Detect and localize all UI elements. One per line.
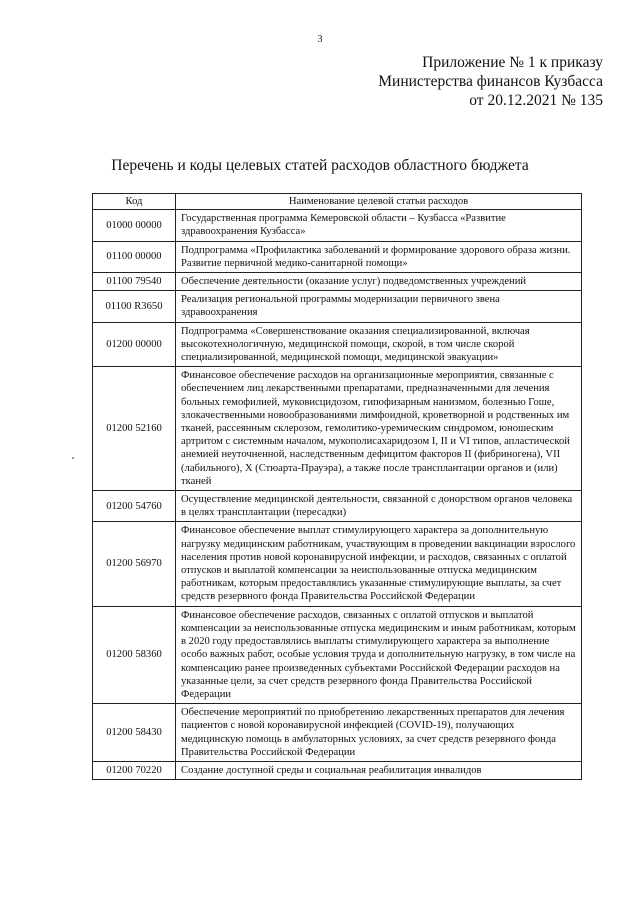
scan-speck <box>72 457 74 459</box>
header-line-3: от 20.12.2021 № 135 <box>469 92 603 109</box>
table-row <box>93 704 582 762</box>
row-code: 01000 00000 <box>93 210 176 241</box>
row-code: 01200 00000 <box>93 322 176 367</box>
table-header-row <box>93 194 582 210</box>
row-name: Подпрограмма «Профилактика заболеваний и формирование здорового образа жизни. Развитие первичной медико-санитарной помощи» <box>176 241 582 272</box>
row-name: Финансовое обеспечение расходов на организационные мероприятия, связанные с обеспечением лиц лекарственными препаратами, предназначенными для лечения больных гемофилией, муковисцидозом, гипофизарным нанизмом, болезнью Гоше, злокачественными новообразованиями лимфоидной, кроветворной и родственных им тканей, рассеянным склерозом, гемолитико-уремическим синдромом, юношеским артритом с системным началом, мукополисахаридозом I, II и VI типов, апластической анемией неуточненной, наследственным дефицитом факторов II (фибриногена), VII (лабильного), X (Стюарта-Прауэра), а также после трансплантации органов и (или) тканей <box>176 367 582 491</box>
table-row <box>93 761 582 779</box>
row-code: 01200 52160 <box>93 367 176 491</box>
column-header-name: Наименование целевой статьи расходов <box>176 194 582 210</box>
row-name: Реализация региональной программы модернизации первичного звена здравоохранения <box>176 291 582 322</box>
header-line-2: Министерства финансов Кузбасса <box>378 73 603 90</box>
table-row <box>93 491 582 522</box>
approval-header <box>378 53 603 110</box>
table-row <box>93 606 582 703</box>
table-row <box>93 273 582 291</box>
table-row <box>93 291 582 322</box>
row-code: 01200 54760 <box>93 491 176 522</box>
row-name: Финансовое обеспечение расходов, связанных с оплатой отпусков и выплатой компенсации за неиспользованные отпуска медицинским и иным работникам, которым в 2020 году предоставлялись выплаты стимулирующего характера за выполнение особо важных работ, особые условия труда и дополнительную нагрузку, в том числе на компенсацию ранее произведенных субъектами Российской Федерации расходов на указанные цели, за счет средств резервного фонда Правительства Российской Федерации <box>176 606 582 703</box>
row-name: Осуществление медицинской деятельности, связанной с донорством органов человека в целях трансплантации (пересадки) <box>176 491 582 522</box>
row-name: Обеспечение деятельности (оказание услуг) подведомственных учреждений <box>176 273 582 291</box>
row-name: Подпрограмма «Совершенствование оказания специализированной, включая высокотехнологичную, медицинской помощи, скорой, в том числе скорой специализированной, медицинской помощи, медицинской эвакуации» <box>176 322 582 367</box>
column-header-code: Код <box>93 194 176 210</box>
header-line-1: Приложение № 1 к приказу <box>422 54 603 71</box>
table-row <box>93 522 582 606</box>
table-row <box>93 367 582 491</box>
row-name: Финансовое обеспечение выплат стимулирующего характера за дополнительную нагрузку медицинским работникам, участвующим в проведении вакцинации взрослого населения против новой коронавирусной инфекции, и расходов, связанных с оплатой отпусков и выплатой компенсации за неиспользованные отпуска медицинским работникам, которым предоставлялись указанные стимулирующие выплаты, за счет средств резервного фонда Правительства Российской Федерации <box>176 522 582 606</box>
row-code: 01200 70220 <box>93 761 176 779</box>
table-row <box>93 241 582 272</box>
row-code: 01200 56970 <box>93 522 176 606</box>
table-row <box>93 210 582 241</box>
page-number: 3 <box>317 34 323 45</box>
row-name: Государственная программа Кемеровской области – Кузбасса «Развитие здравоохранения Кузбасса» <box>176 210 582 241</box>
row-name: Обеспечение мероприятий по приобретению лекарственных препаратов для лечения пациентов с новой коронавирусной инфекцией (COVID-19), получающих медицинскую помощь в амбулаторных условиях, за счет средств резервного фонда Правительства Российской Федерации <box>176 704 582 762</box>
row-code: 01100 00000 <box>93 241 176 272</box>
row-code: 01100 79540 <box>93 273 176 291</box>
target-articles-table <box>92 193 582 780</box>
document-title: Перечень и коды целевых статей расходов областного бюджета <box>111 157 529 174</box>
row-code: 01200 58430 <box>93 704 176 762</box>
row-name: Создание доступной среды и социальная реабилитация инвалидов <box>176 761 582 779</box>
row-code: 01100 R3650 <box>93 291 176 322</box>
table-row <box>93 322 582 367</box>
row-code: 01200 58360 <box>93 606 176 703</box>
